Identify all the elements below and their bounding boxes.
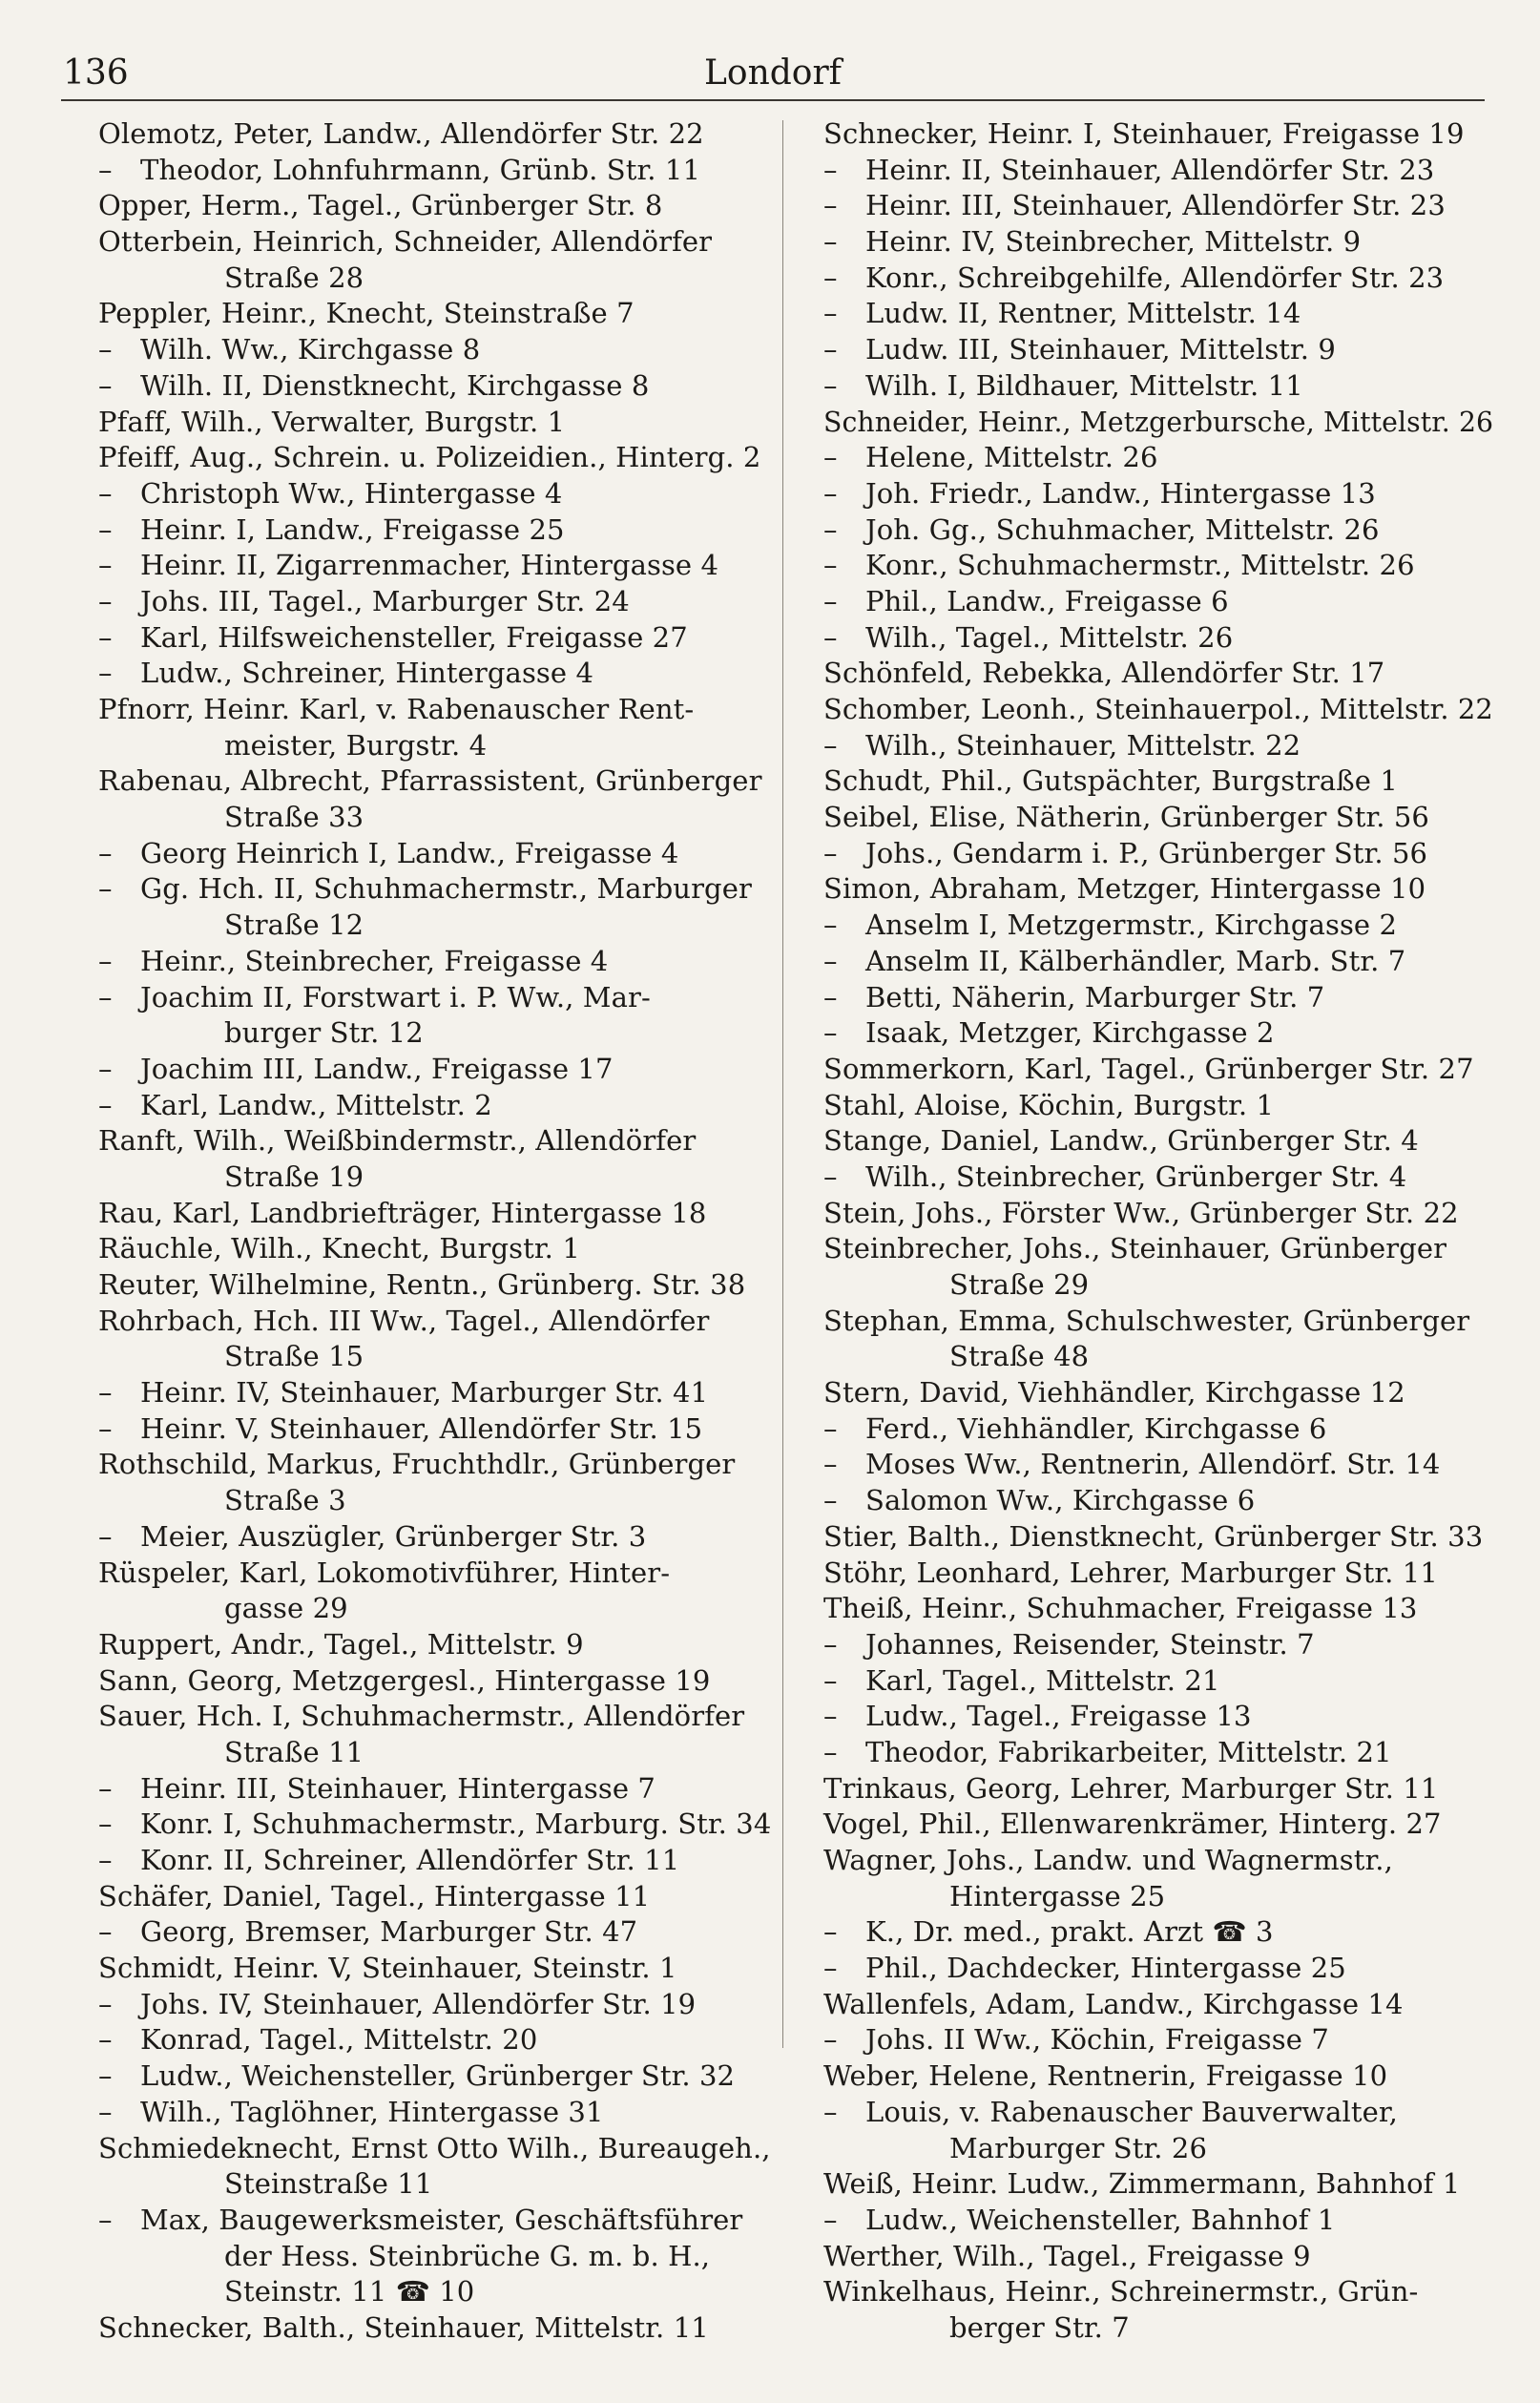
running-title: Londorf (703, 53, 843, 93)
directory-entry: – Ludw., Weichensteller, Bahnhof 1 (823, 2203, 1493, 2239)
directory-entry: Stange, Daniel, Landw., Grünberger Str. 4 (823, 1124, 1419, 1158)
directory-entry: – Heinr. I, Landw., Freigasse 25 (98, 512, 771, 549)
directory-entry: – Salomon Ww., Kirchgasse 6 (823, 1483, 1493, 1519)
directory-entry: – Ludw., Schreiner, Hintergasse 4 (98, 656, 771, 692)
directory-entry: – Heinr. III, Steinhauer, Allendörfer Str. 23 (823, 188, 1493, 224)
directory-entry: Pfnorr, Heinr. Karl, v. Rabenauscher Rent- (98, 693, 695, 725)
directory-entry: Theiß, Heinr., Schuhmacher, Freigasse 13 (823, 1592, 1418, 1625)
directory-entry: Stein, Johs., Förster Ww., Grünberger Str. 22 (823, 1196, 1459, 1229)
directory-entry: Trinkaus, Georg, Lehrer, Marburger Str. 11 (823, 1771, 1439, 1805)
directory-entry: Schäfer, Daniel, Tagel., Hintergasse 11 (98, 1879, 651, 1912)
directory-entry: Wallenfels, Adam, Landw., Kirchgasse 14 (823, 1987, 1404, 2020)
directory-entry: der Hess. Steinbrüche G. m. b. H., (224, 2239, 711, 2272)
directory-entry: gasse 29 (224, 1592, 348, 1625)
directory-entry: – Johannes, Reisender, Steinstr. 7 (823, 1627, 1493, 1663)
directory-entry: – Ferd., Viehhändler, Kirchgasse 6 (823, 1411, 1493, 1448)
directory-entry: – Georg, Bremser, Marburger Str. 47 (98, 1914, 771, 1951)
directory-entry: – Heinr. IV, Steinbrecher, Mittelstr. 9 (823, 224, 1493, 261)
directory-entry: – Heinr. II, Steinhauer, Allendörfer Str. 23 (823, 153, 1493, 189)
directory-entry: Straße 3 (224, 1484, 346, 1517)
directory-entry: Weber, Helene, Rentnerin, Freigasse 10 (823, 2059, 1388, 2093)
directory-entry: – K., Dr. med., prakt. Arzt ☎ 3 (823, 1914, 1493, 1951)
directory-entry: – Johs. II Ww., Köchin, Freigasse 7 (823, 2022, 1493, 2058)
directory-entry: Sommerkorn, Karl, Tagel., Grünberger Str. 27 (823, 1052, 1474, 1085)
directory-entry: – Ludw., Weichensteller, Grünberger Str. 32 (98, 2058, 771, 2095)
directory-entry: Straße 48 (949, 1340, 1090, 1373)
directory-entry: Pfeiff, Aug., Schrein. u. Polizeidien., Hinterg. 2 (98, 441, 761, 474)
directory-entry: – Helene, Mittelstr. 26 (823, 440, 1493, 476)
directory-entry: – Joachim III, Landw., Freigasse 17 (98, 1052, 771, 1088)
directory-entry: Marburger Str. 26 (949, 2131, 1207, 2164)
directory-entry: Peppler, Heinr., Knecht, Steinstraße 7 (98, 297, 635, 330)
directory-entry: – Meier, Auszügler, Grünberger Str. 3 (98, 1519, 771, 1556)
directory-entry: – Johs. III, Tagel., Marburger Str. 24 (98, 584, 771, 620)
directory-entry: Straße 11 (224, 1735, 364, 1768)
directory-entry: – Wilh., Tagel., Mittelstr. 26 (823, 620, 1493, 657)
directory-entry: Rau, Karl, Landbriefträger, Hintergasse 18 (98, 1196, 707, 1229)
directory-entry: Ranft, Wilh., Weißbindermstr., Allendörfer (98, 1124, 697, 1158)
directory-entry: Stern, David, Viehhändler, Kirchgasse 12 (823, 1376, 1405, 1410)
directory-entry: – Phil., Landw., Freigasse 6 (823, 584, 1493, 620)
directory-entry: Schmidt, Heinr. V, Steinhauer, Steinstr. 1 (98, 1952, 677, 1985)
directory-entry: – Joh. Gg., Schuhmacher, Mittelstr. 26 (823, 512, 1493, 549)
directory-entry: – Ludw. II, Rentner, Mittelstr. 14 (823, 296, 1493, 332)
directory-entry: – Anselm II, Kälberhändler, Marb. Str. 7 (823, 944, 1493, 980)
directory-entry: Hintergasse 25 (949, 1879, 1166, 1912)
directory-entry: Rohrbach, Hch. III Ww., Tagel., Allendörfer (98, 1304, 710, 1337)
directory-entry: – Ludw., Tagel., Freigasse 13 (823, 1699, 1493, 1735)
directory-entry: Straße 15 (224, 1340, 364, 1373)
directory-entry: berger Str. 7 (949, 2310, 1130, 2344)
directory-entry: – Gg. Hch. II, Schuhmachermstr., Marburger (98, 871, 771, 908)
directory-entry: Stephan, Emma, Schulschwester, Grünberger (823, 1304, 1470, 1337)
directory-entry: Schnecker, Heinr. I, Steinhauer, Freigasse 19 (823, 117, 1465, 150)
directory-entry: Pfaff, Wilh., Verwalter, Burgstr. 1 (98, 405, 566, 438)
directory-entry: – Theodor, Lohnfuhrmann, Grünb. Str. 11 (98, 153, 771, 189)
directory-entry: – Isaak, Metzger, Kirchgasse 2 (823, 1015, 1493, 1052)
directory-entry: – Max, Baugewerksmeister, Geschäftsführer (98, 2203, 771, 2239)
directory-entry: Otterbein, Heinrich, Schneider, Allendörfer (98, 225, 713, 259)
directory-entry: – Joh. Friedr., Landw., Hintergasse 13 (823, 476, 1493, 512)
directory-entry: – Konr., Schuhmachermstr., Mittelstr. 26 (823, 548, 1493, 584)
column-divider (782, 120, 783, 2048)
directory-entry: – Heinr. II, Zigarrenmacher, Hintergasse 4 (98, 548, 771, 584)
directory-entry: Vogel, Phil., Ellenwarenkrämer, Hinterg. 27 (823, 1807, 1442, 1841)
directory-entry: – Wilh., Steinhauer, Mittelstr. 22 (823, 728, 1493, 764)
directory-entry: – Johs., Gendarm i. P., Grünberger Str. 56 (823, 836, 1493, 872)
directory-entry: Schneider, Heinr., Metzgerbursche, Mittelstr. 26 (823, 405, 1494, 438)
directory-entry: Straße 28 (224, 261, 364, 294)
directory-entry: – Konr., Schreibgehilfe, Allendörfer Str. 23 (823, 261, 1493, 297)
directory-entry: Straße 12 (224, 909, 364, 942)
directory-entry: – Wilh., Steinbrecher, Grünberger Str. 4 (823, 1160, 1493, 1196)
directory-entry: – Georg Heinrich I, Landw., Freigasse 4 (98, 836, 771, 872)
directory-entry: – Phil., Dachdecker, Hintergasse 25 (823, 1951, 1493, 1987)
directory-entry: Stier, Balth., Dienstknecht, Grünberger Str. 33 (823, 1519, 1484, 1553)
directory-entry: Stahl, Aloise, Köchin, Burgstr. 1 (823, 1088, 1275, 1121)
directory-entry: – Theodor, Fabrikarbeiter, Mittelstr. 21 (823, 1735, 1493, 1771)
directory-entry: – Konrad, Tagel., Mittelstr. 20 (98, 2022, 771, 2058)
directory-entry: Steinstraße 11 (224, 2167, 433, 2201)
directory-entry: – Christoph Ww., Hintergasse 4 (98, 476, 771, 512)
directory-entry: – Wilh., Taglöhner, Hintergasse 31 (98, 2095, 771, 2131)
directory-entry: Ruppert, Andr., Tagel., Mittelstr. 9 (98, 1627, 584, 1661)
header-rule (61, 99, 1485, 101)
directory-entry: Sann, Georg, Metzgergesl., Hintergasse 19 (98, 1663, 711, 1697)
directory-entry: – Heinr. V, Steinhauer, Allendörfer Str. 15 (98, 1411, 771, 1448)
directory-entry: – Heinr. III, Steinhauer, Hintergasse 7 (98, 1771, 771, 1807)
directory-entry: – Louis, v. Rabenauscher Bauverwalter, (823, 2095, 1493, 2131)
directory-entry: Werther, Wilh., Tagel., Freigasse 9 (823, 2239, 1311, 2272)
directory-entry: – Karl, Landw., Mittelstr. 2 (98, 1088, 771, 1124)
directory-entry: Simon, Abraham, Metzger, Hintergasse 10 (823, 872, 1426, 906)
directory-entry: Olemotz, Peter, Landw., Allendörfer Str. 22 (98, 117, 704, 150)
directory-entry: Wagner, Johs., Landw. und Wagnermstr., (823, 1844, 1393, 1876)
directory-entry: Steinbrecher, Johs., Steinhauer, Grünberger (823, 1232, 1447, 1265)
directory-entry: Schomber, Leonh., Steinhauerpol., Mittelstr. 22 (823, 693, 1493, 725)
directory-entry: – Joachim II, Forstwart i. P. Ww., Mar- (98, 980, 771, 1016)
directory-entry: Schnecker, Balth., Steinhauer, Mittelstr. 11 (98, 2310, 709, 2344)
directory-entry: – Wilh. Ww., Kirchgasse 8 (98, 332, 771, 368)
directory-entry: – Moses Ww., Rentnerin, Allendörf. Str. 14 (823, 1447, 1493, 1483)
page-header (61, 50, 1485, 97)
directory-entry: – Karl, Hilfsweichensteller, Freigasse 27 (98, 620, 771, 657)
directory-entry: – Heinr., Steinbrecher, Freigasse 4 (98, 944, 771, 980)
directory-entry: – Anselm I, Metzgermstr., Kirchgasse 2 (823, 908, 1493, 944)
directory-entry: – Konr. II, Schreiner, Allendörfer Str. 11 (98, 1843, 771, 1879)
directory-entry: Opper, Herm., Tagel., Grünberger Str. 8 (98, 189, 663, 222)
directory-entry: – Betti, Näherin, Marburger Str. 7 (823, 980, 1493, 1016)
directory-entry: Stöhr, Leonhard, Lehrer, Marburger Str. 11 (823, 1556, 1438, 1589)
directory-entry: – Johs. IV, Steinhauer, Allendörfer Str. 19 (98, 1987, 771, 2023)
directory-entry: burger Str. 12 (224, 1016, 424, 1050)
directory-entry: Straße 33 (224, 801, 364, 834)
directory-entry: Seibel, Elise, Nätherin, Grünberger Str. 56 (823, 801, 1429, 834)
directory-entry: Schudt, Phil., Gutspächter, Burgstraße 1 (823, 764, 1398, 798)
directory-entry: Steinstr. 11 ☎ 10 (224, 2275, 475, 2309)
right-column (823, 116, 1493, 2347)
directory-entry: – Wilh. I, Bildhauer, Mittelstr. 11 (823, 368, 1493, 405)
directory-entry: meister, Burgstr. 4 (224, 728, 488, 762)
directory-entry: Rabenau, Albrecht, Pfarrassistent, Grünberger (98, 764, 762, 798)
directory-entry: Winkelhaus, Heinr., Schreinermstr., Grün- (823, 2275, 1419, 2309)
page-number: 136 (63, 53, 129, 93)
directory-entry: – Ludw. III, Steinhauer, Mittelstr. 9 (823, 332, 1493, 368)
directory-entry: Straße 29 (949, 1268, 1090, 1301)
directory-entry: – Konr. I, Schuhmachermstr., Marburg. Str. 34 (98, 1807, 770, 1843)
directory-entry: Schönfeld, Rebekka, Allendörfer Str. 17 (823, 657, 1385, 690)
directory-entry: Rothschild, Markus, Fruchthdlr., Grünberger (98, 1448, 736, 1481)
directory-entry: – Wilh. II, Dienstknecht, Kirchgasse 8 (98, 368, 771, 405)
directory-entry: Räuchle, Wilh., Knecht, Burgstr. 1 (98, 1232, 580, 1265)
directory-entry: Rüspeler, Karl, Lokomotivführer, Hinter- (98, 1556, 671, 1589)
left-column (98, 116, 771, 2347)
directory-entry: Straße 19 (224, 1160, 364, 1193)
directory-entry: – Karl, Tagel., Mittelstr. 21 (823, 1663, 1493, 1700)
directory-entry: Sauer, Hch. I, Schuhmachermstr., Allendörfer (98, 1700, 745, 1733)
directory-entry: – Heinr. IV, Steinhauer, Marburger Str. 41 (98, 1375, 771, 1411)
directory-entry: Schmiedeknecht, Ernst Otto Wilh., Bureaugeh., (98, 2131, 771, 2164)
directory-entry: Reuter, Wilhelmine, Rentn., Grünberg. Str. 38 (98, 1268, 746, 1301)
directory-entry: Weiß, Heinr. Ludw., Zimmermann, Bahnhof 1 (823, 2167, 1461, 2201)
